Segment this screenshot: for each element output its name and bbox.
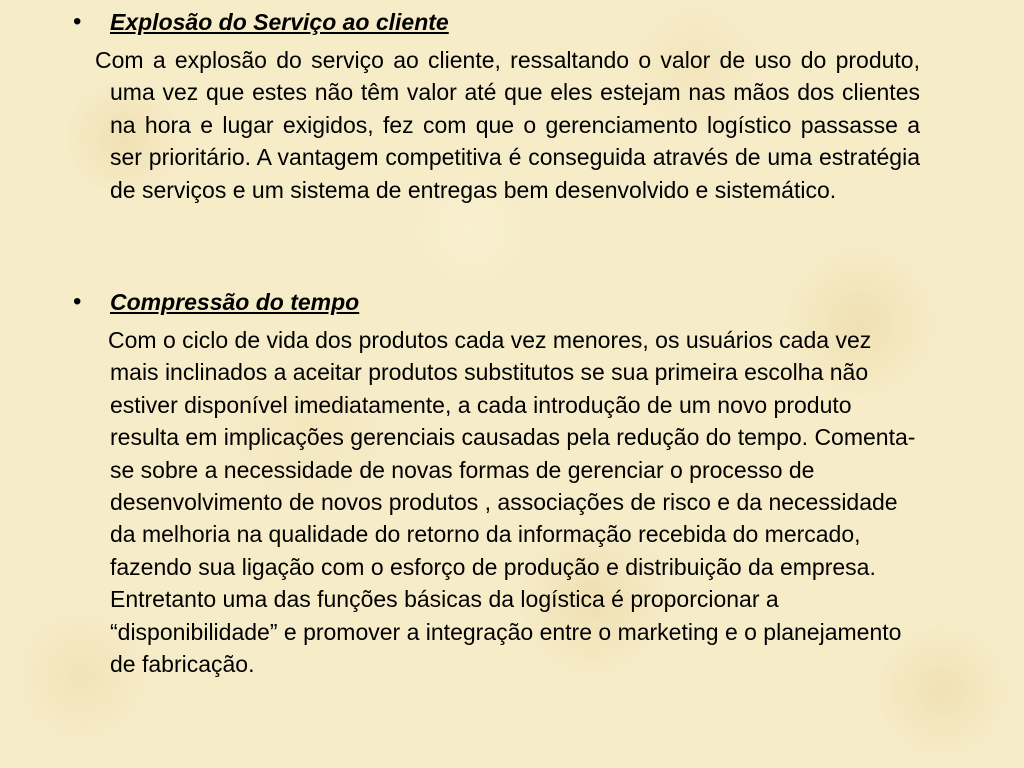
section-service-explosion (0, 6, 1024, 38)
section-heading: Explosão do Serviço ao cliente (110, 9, 449, 35)
bullet-row (0, 286, 1024, 318)
section-time-compression (0, 286, 1024, 318)
bullet-marker: • (73, 8, 82, 35)
section-paragraph: Com o ciclo de vida dos produtos cada vez menores, os usuários cada vez mais inclinados a aceitar produtos substitutos se sua primeira escolha não estiver disponível imediatamente, a cada introdução de um novo produto resulta em implicações gerenciais causadas pela redução do tempo. Comenta-se sobre a necessidade de novas formas de gerenciar o processo de desenvolvimento de novos produtos , associações de risco e da necessidade da melhoria na qualidade do retorno da informação recebida do mercado, fazendo sua ligação com o esforço de produção e distribuição da empresa. Entretanto uma das funções básicas da logística é proporcionar a “disponibilidade” e promover a integração entre o marketing e o planejamento de fabricação. (108, 327, 916, 678)
bullet-row (0, 6, 1024, 38)
bullet-marker: • (73, 288, 82, 315)
section-heading: Compressão do tempo (110, 289, 360, 315)
section-paragraph: Com a explosão do serviço ao cliente, ressaltando o valor de uso do produto, uma vez que estes não têm valor até que eles estejam nas mãos dos clientes na hora e lugar exigidos, fez com que o gerenciamento logístico passasse a ser prioritário. A vantagem competitiva é conseguida através de uma estratégia de serviços e um sistema de entregas bem desenvolvido e sistemático. (95, 47, 920, 203)
